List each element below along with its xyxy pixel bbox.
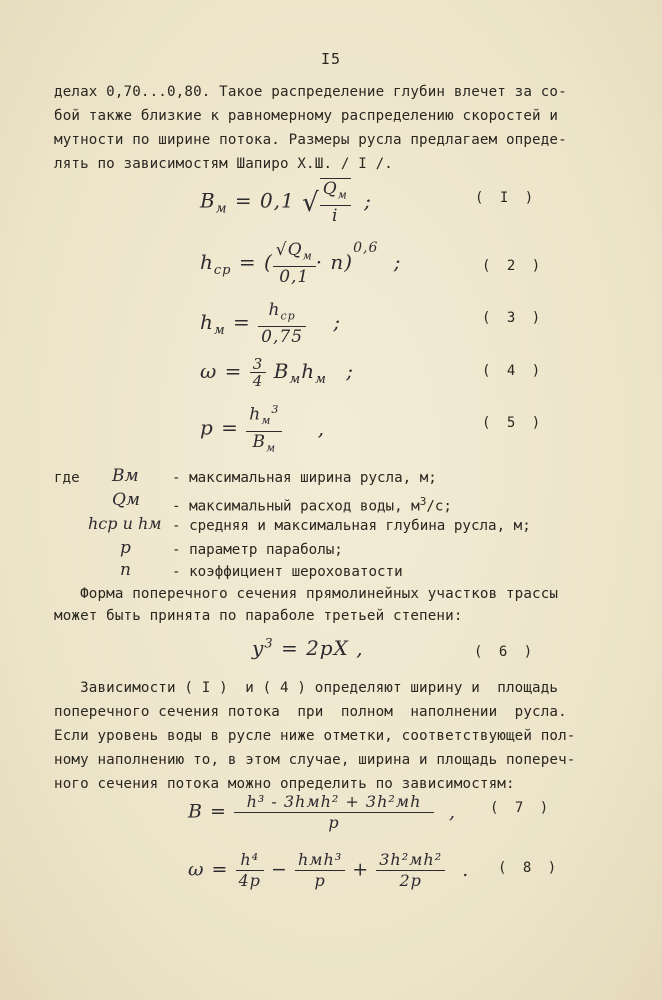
equation-2: $h_{ср}$ = ( $\frac{√Q_м}{0,1}$ · n)$^{0,6}$ ; bbox=[200, 239, 402, 288]
equation-number: ( 5 ) bbox=[482, 415, 545, 431]
legend-text: - максимальная ширина русла, м; bbox=[172, 470, 437, 486]
equation-5: p = $\frac{h_м^3}{B_м}$ , bbox=[200, 400, 325, 458]
text-line: Зависимости ( I ) и ( 4 ) определяют ширину и площадь bbox=[54, 680, 559, 696]
equation-number: ( 7 ) bbox=[490, 800, 553, 816]
text-line: лять по зависимостям Шапиро Х.Ш. / I /. bbox=[54, 156, 393, 172]
legend-symbol: Bм bbox=[112, 466, 139, 486]
legend-symbol: p bbox=[120, 538, 131, 558]
equation-number: ( 3 ) bbox=[482, 310, 545, 326]
legend-symbol: hср и hм bbox=[88, 514, 162, 533]
legend-text: - коэффициент шероховатости bbox=[172, 564, 403, 580]
legend-symbol: n bbox=[120, 560, 131, 580]
page-number: I5 bbox=[320, 50, 342, 68]
text-line: Если уровень воды в русле ниже отметки, соответствующей пол- bbox=[54, 728, 576, 744]
text-line: ному наполнению то, в этом случае, ширина и площадь попереч- bbox=[54, 752, 576, 768]
text-line: бой также близкие к равномерному распределению скоростей и bbox=[54, 108, 559, 124]
text-line: может быть принята по параболе третьей степени: bbox=[54, 608, 463, 624]
equation-number: ( 2 ) bbox=[482, 258, 545, 274]
equation-4: ω = $\frac{3}{4}$ $B_мh_м$ ; bbox=[200, 355, 354, 390]
equation-number: ( 8 ) bbox=[498, 860, 561, 876]
legend-symbol: Qм bbox=[112, 490, 141, 510]
equation-number: ( 6 ) bbox=[474, 644, 537, 660]
text-line: делах 0,70...0,80. Такое распределение глубин влечет за со- bbox=[54, 84, 567, 100]
legend-intro: где bbox=[54, 470, 80, 486]
legend-text: - средняя и максимальная глубина русла, м; bbox=[172, 518, 531, 534]
equation-number: ( 4 ) bbox=[482, 363, 545, 379]
equation-3: $h_м$ = $\frac{h_{ср}}{0,75}$ ; bbox=[200, 300, 342, 348]
legend-text: - параметр параболы; bbox=[172, 542, 343, 558]
equation-8: ω = $\frac{\text{h⁴}}{4p}$ − $\frac{\text{hмh³}}{p}$ + $\frac{\text{3h²мh²}}{2p}$ . bbox=[188, 850, 470, 890]
legend-text: - максимальный расход воды, $м^3/с$; bbox=[172, 495, 452, 515]
equation-6: $y^3 = 2pX$ , bbox=[252, 636, 364, 660]
text-line: ного сечения потока можно определить по зависимостям: bbox=[54, 776, 515, 792]
text-line: поперечного сечения потока при полном наполнении русла. bbox=[54, 704, 567, 720]
equation-7: B = $\frac{\text{h³ - 3hмh² + 3h²мh}}{p}$ , bbox=[188, 792, 457, 832]
text-line: мутности по ширине потока. Размеры русла предлагаем опреде- bbox=[54, 132, 567, 148]
text-line: Форма поперечного сечения прямолинейных участков трассы bbox=[54, 586, 559, 602]
equation-number: ( I ) bbox=[475, 190, 538, 206]
equation-1: $B_м = 0,1$ √ $\frac{Q_м}{i}$ ; bbox=[200, 179, 372, 227]
